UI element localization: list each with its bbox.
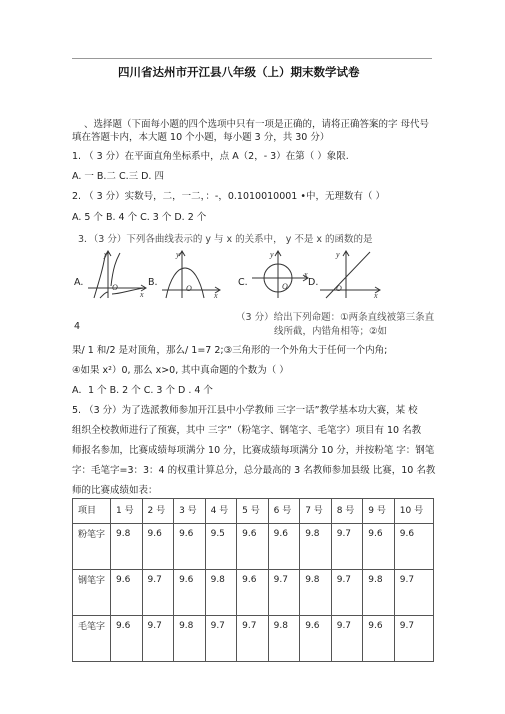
score-cell: 9.8 <box>268 616 300 662</box>
question-3-options: A．1 个 B. 2 个 C. 3 个 D . 4 个 <box>72 385 213 396</box>
question-1-options: A. 一 B.二 C.三 D. 四 <box>72 171 164 182</box>
graph-c-origin-label: O <box>282 282 288 291</box>
graph-a <box>86 248 148 300</box>
score-cell: 9.6 <box>237 570 269 616</box>
table-header-cell: 项目 <box>73 499 111 524</box>
table-header-cell: 9 号 <box>363 499 395 524</box>
question-5-line1: 5. （3 分）为了选派教师参加开江县中小学教师 三字一话”教学基本功大赛，某 校 <box>72 405 418 416</box>
graph-d-y-label: y <box>336 250 340 259</box>
score-cell: 9.6 <box>174 524 206 570</box>
table-header-cell: 8 号 <box>331 499 363 524</box>
score-cell: 9.6 <box>300 616 332 662</box>
table-header-cell: 10 号 <box>394 499 433 524</box>
graph-a-y-label: y <box>104 250 108 259</box>
question-4-line3: 果/ 1 和/2 是对顶角，那么/ 1=7 2;③三角形的一个外角大于任何一个内角; <box>72 345 388 356</box>
score-cell: 9.7 <box>331 524 363 570</box>
score-cell: 9.8 <box>300 524 332 570</box>
question-4-line4: ④如果 x²）0, 那么 x>0, 其中真命题的个数为（ ） <box>72 365 289 376</box>
table-header-cell: 1 号 <box>111 499 143 524</box>
score-cell: 9.5 <box>205 524 237 570</box>
graph-b-x-label: x <box>214 291 218 300</box>
question-2-options: A. 5 个 B. 4 个 C. 3 个 D. 2 个 <box>72 212 207 223</box>
graph-a-x-label: x <box>140 290 144 299</box>
score-cell: 9.6 <box>174 570 206 616</box>
score-cell: 9.6 <box>111 570 143 616</box>
question-5-line5: 师的比赛成绩如表： <box>72 485 158 496</box>
score-cell: 9.8 <box>174 616 206 662</box>
graph-d-label: D. <box>308 277 319 288</box>
score-table <box>72 498 434 662</box>
question-5-line2: 组织全校教师进行了预赛，其中 三字”（粉笔字、钢笔字、毛笔字）项目有 10 名教 <box>72 425 422 436</box>
table-row <box>73 616 434 662</box>
page-title: 四川省达州市开江县八年级（上）期末数学试卷 <box>118 65 360 79</box>
score-cell: 9.6 <box>268 524 300 570</box>
table-row <box>73 524 434 570</box>
question-3-stem: 3．（3 分）下列各曲线表示的 y 与 x 的关系中， y 不是 x 的函数的是 <box>78 234 373 245</box>
score-cell: 9.7 <box>394 570 433 616</box>
table-header-cell: 7 号 <box>300 499 332 524</box>
graph-a-label: A. <box>74 277 84 288</box>
question-4-number: 4 <box>74 321 81 332</box>
score-cell: 9.7 <box>268 570 300 616</box>
graph-c-y-label: y <box>270 250 274 259</box>
question-2-stem: 2. （ 3 分）实数号，二，一二，：-，0.1010010001 •中，无理数有（ ） <box>72 191 385 202</box>
score-cell: 9.7 <box>237 616 269 662</box>
table-header-cell: 5 号 <box>237 499 269 524</box>
row-label: 粉笔字 <box>73 524 111 570</box>
score-cell: 9.6 <box>363 524 395 570</box>
question-4-line2: 线所截，内错角相等；②如 <box>274 326 388 337</box>
graph-d-x-label: x <box>374 291 378 300</box>
score-cell: 9.6 <box>394 524 433 570</box>
score-cell: 9.7 <box>394 616 433 662</box>
graph-b-y-label: y <box>176 250 180 259</box>
score-cell: 9.6 <box>363 616 395 662</box>
question-5-line4: 字：毛笔字=3：3：4 的权重计算总分，总分最高的 3 名教师参加县级 比赛，10 名教 <box>72 465 436 476</box>
score-cell: 9.8 <box>111 524 143 570</box>
score-cell: 9.8 <box>363 570 395 616</box>
table-header-cell: 4 号 <box>205 499 237 524</box>
score-cell: 9.7 <box>331 570 363 616</box>
header-rule <box>72 58 432 59</box>
row-label: 钢笔字 <box>73 570 111 616</box>
score-cell: 9.8 <box>300 570 332 616</box>
table-row <box>73 570 434 616</box>
question-1-stem: 1. （ 3 分）在平面直角坐标系中，点 A（2，- 3）在第（ ）象限. <box>72 151 349 162</box>
graph-b-origin-label: O <box>186 284 192 293</box>
score-cell: 9.6 <box>111 616 143 662</box>
section-instructions-line2: 填在答题卡内，本大题 10 个小题，每小题 3 分，共 30 分） <box>72 132 330 143</box>
score-cell: 9.6 <box>142 524 174 570</box>
score-cell: 9.7 <box>142 616 174 662</box>
question-5-line3: 师报名参加，比赛成绩每项满分 10 分，比赛成绩每项满分 10 分，并按粉笔 字：钢笔 <box>72 445 435 456</box>
score-cell: 9.6 <box>237 524 269 570</box>
graph-c-x-label: x <box>304 270 308 279</box>
graph-b-label: B. <box>148 277 158 288</box>
table-header-cell: 3 号 <box>174 499 206 524</box>
table-header-cell: 2 号 <box>142 499 174 524</box>
graph-c <box>248 248 310 300</box>
score-cell: 9.8 <box>205 570 237 616</box>
graph-a-origin-label: O <box>112 283 118 292</box>
table-header-cell: 6 号 <box>268 499 300 524</box>
score-cell: 9.7 <box>142 570 174 616</box>
row-label: 毛笔字 <box>73 616 111 662</box>
question-4-line1: （3 分）给出下列命题：①两条直线被第三条直 <box>236 312 435 323</box>
graph-d <box>318 248 382 300</box>
section-instructions-line1: 、选择题（下面每小题的四个选项中只有一项是正确的，请将正确答案的字 母代号 <box>84 119 430 130</box>
graph-d-origin-label: O <box>336 284 342 293</box>
graph-c-label: C. <box>238 277 248 288</box>
score-cell: 9.7 <box>331 616 363 662</box>
table-header-row <box>73 499 434 524</box>
score-cell: 9.7 <box>205 616 237 662</box>
